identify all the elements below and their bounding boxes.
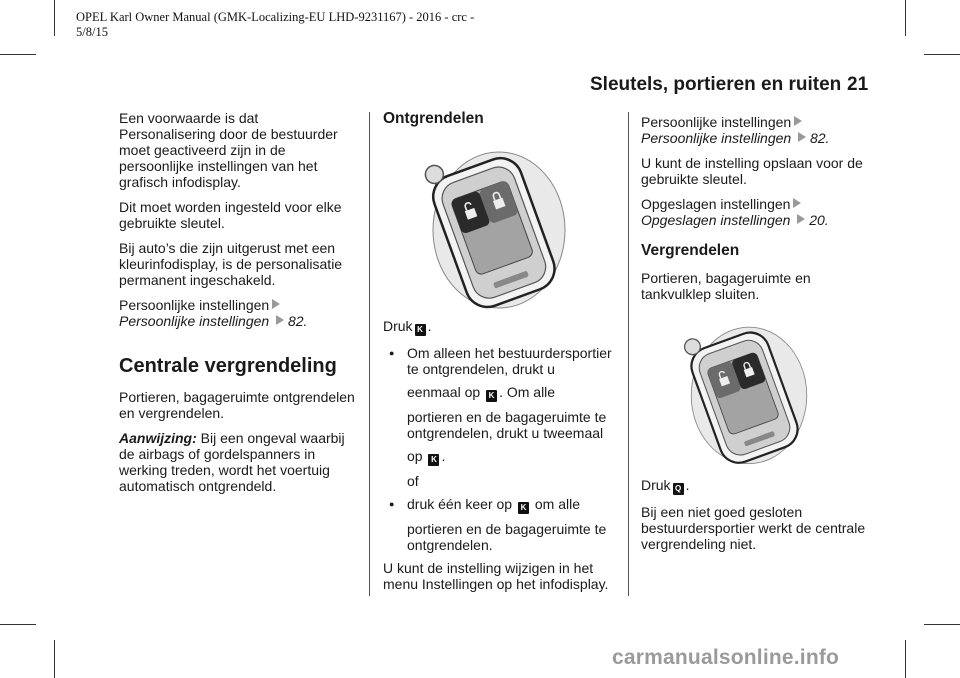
lock-button-icon: Q xyxy=(673,483,684,495)
arrow-icon xyxy=(797,214,805,224)
paragraph: Een voorwaarde is dat Personalisering door de bestuurder moet geactiveerd zijn in de persoonlijke instellingen van het grafisch infodisplay. xyxy=(119,110,338,190)
paragraph: U kunt de instelling wijzigen in het menu Instellingen op het infodisplay. xyxy=(383,560,609,592)
list-item xyxy=(383,496,619,553)
instruction-text: Druk xyxy=(641,477,671,493)
print-meta-line1: OPEL Karl Owner Manual (GMK-Localizing-EU LHD-9231167) - 2016 - crc - xyxy=(76,10,475,24)
column-divider xyxy=(628,112,629,596)
paragraph: Portieren, bagageruimte en tankvulklep sluiten. xyxy=(641,270,811,302)
unlock-button-icon: K xyxy=(486,390,497,402)
key-fob-unlock-illustration xyxy=(419,140,579,310)
instruction xyxy=(383,318,619,336)
crop-mark xyxy=(924,54,960,55)
reference-label: Persoonlijke instellingen xyxy=(641,114,792,130)
section-title: Sleutels, portieren en ruiten xyxy=(590,74,842,95)
arrow-icon xyxy=(793,198,801,208)
note-text: Bij een ongeval waarbij de airbags of gordelspanners in werking treden, wordt het voertuig automatisch ontgrendeld. xyxy=(119,430,345,494)
reference-link[interactable]: Opgeslagen instellingen xyxy=(641,212,791,228)
column-2 xyxy=(383,110,619,601)
arrow-icon xyxy=(276,315,284,325)
paragraph: U kunt de instelling opslaan voor de gebruikte sleutel. xyxy=(641,155,863,187)
paragraph: Bij een niet goed gesloten bestuurdersportier werkt de centrale vergrendeling niet. xyxy=(641,504,866,552)
reference-link-line xyxy=(641,212,877,228)
column-3 xyxy=(641,114,877,561)
list-item-text-part: . Om alle xyxy=(499,384,556,400)
paragraph: Bij auto’s die zijn uitgerust met een kleurinfodisplay, is de personalisatie permanent ingeschakeld. xyxy=(119,240,343,288)
list-item-text xyxy=(407,496,619,514)
unlock-button-icon: K xyxy=(518,502,529,514)
list-item-text-part: om alle xyxy=(534,496,580,512)
note-label: Aanwijzing: xyxy=(119,430,197,446)
reference-link[interactable]: Persoonlijke instellingen xyxy=(641,130,792,146)
note xyxy=(119,430,357,494)
list-item-text-part: . xyxy=(441,448,446,464)
print-meta-line2: 5/8/15 xyxy=(76,25,108,39)
reference-label: Persoonlijke instellingen xyxy=(119,297,270,313)
list-item-text: portieren en de bagageruimte te ontgrendelen. xyxy=(407,521,607,553)
list-item xyxy=(383,345,619,489)
cross-reference xyxy=(119,297,357,313)
subsection-heading: Vergrendelen xyxy=(641,242,740,259)
reference-link[interactable]: Persoonlijke instellingen xyxy=(119,313,270,329)
crop-mark xyxy=(0,54,36,55)
list-item-text: portieren en de bagageruimte te ontgrendelen, drukt u tweemaal xyxy=(407,409,607,441)
column-divider xyxy=(369,112,370,596)
reference-page[interactable]: 20. xyxy=(809,212,829,228)
key-fob-lock-illustration xyxy=(679,311,819,471)
list-item-text-part: druk één keer op xyxy=(407,496,513,512)
arrow-icon xyxy=(798,132,806,142)
list-item-text xyxy=(407,384,619,402)
crop-mark xyxy=(905,640,906,678)
list-item-text: Om alleen het bestuurdersportier te ontgrendelen, drukt u xyxy=(407,345,612,377)
bullet-icon: ● xyxy=(389,348,395,358)
bullet-icon: ● xyxy=(389,499,395,509)
arrow-icon xyxy=(794,116,802,126)
list-item-text-part: op xyxy=(407,448,423,464)
crop-mark xyxy=(54,0,55,36)
paragraph: Portieren, bagageruimte ontgrendelen en vergrendelen. xyxy=(119,389,355,421)
instruction-text: Druk xyxy=(383,318,413,334)
list-item-text xyxy=(407,448,619,466)
instruction-end: . xyxy=(427,318,432,334)
section-heading: Centrale vergrendeling xyxy=(119,355,337,377)
paragraph: Dit moet worden ingesteld voor elke gebruikte sleutel. xyxy=(119,199,342,231)
crop-mark xyxy=(0,624,36,625)
instruction xyxy=(641,477,877,495)
unlock-button-icon: K xyxy=(428,454,439,466)
cross-reference xyxy=(641,114,877,130)
list-item-text-part: eenmaal op xyxy=(407,384,481,400)
subsection-heading: Ontgrendelen xyxy=(383,110,484,127)
reference-label: Opgeslagen instellingen xyxy=(641,196,791,212)
print-meta xyxy=(76,10,496,40)
reference-link-line xyxy=(641,130,877,146)
column-1 xyxy=(119,110,357,503)
reference-link-line xyxy=(119,313,357,329)
instruction-end: . xyxy=(685,477,690,493)
crop-mark xyxy=(905,0,906,36)
cross-reference xyxy=(641,196,877,212)
reference-page[interactable]: 82. xyxy=(809,130,830,146)
reference-page[interactable]: 82. xyxy=(287,313,308,329)
arrow-icon xyxy=(272,299,280,309)
list-item-text: of xyxy=(407,473,419,489)
crop-mark xyxy=(54,640,55,678)
unlock-button-icon: K xyxy=(415,324,426,336)
watermark: carmanualsonline.info xyxy=(612,646,840,669)
page-number: 21 xyxy=(847,74,869,95)
crop-mark xyxy=(924,624,960,625)
